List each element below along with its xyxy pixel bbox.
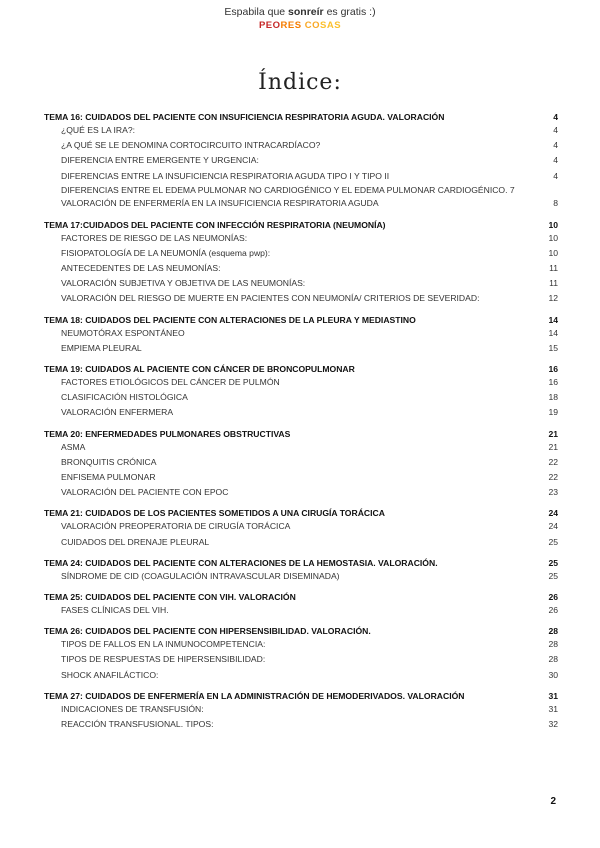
toc-entry-title: TIPOS DE RESPUESTAS DE HIPERSENSIBILIDAD: — [61, 654, 266, 665]
toc-entry-title: VALORACIÓN DEL PACIENTE CON EPOC — [61, 487, 229, 498]
toc-entry-title: SÍNDROME DE CID (COAGULACIÓN INTRAVASCULAR DISEMINADA) — [61, 570, 340, 581]
toc-entry-title: ¿QUÉ ES LA IRA?: — [61, 125, 136, 135]
toc-section — [44, 507, 558, 549]
toc-entry-page: 8 — [553, 198, 558, 209]
toc-entry[interactable] — [44, 123, 558, 138]
toc-entry-page: 28 — [548, 654, 558, 665]
toc-section-title: TEMA 25: CUIDADOS DEL PACIENTE CON VIH. VALORACIÓN — [44, 591, 296, 602]
toc-entry-title: DIFERENCIAS ENTRE LA INSUFICIENCIA RESPIRATORIA AGUDA TIPO I Y TIPO II — [61, 170, 390, 181]
toc-entry[interactable] — [44, 717, 558, 732]
toc-entry-page: 14 — [548, 327, 558, 338]
toc-section-title: TEMA 20: ENFERMEDADES PULMONARES OBSTRUCTIVAS — [44, 428, 291, 439]
toc-section-page: 28 — [548, 626, 558, 637]
toc-entry-page: 26 — [548, 604, 558, 615]
toc-entry[interactable] — [44, 702, 558, 717]
brand-letter: S — [334, 20, 342, 31]
brand-letter: C — [304, 20, 313, 31]
toc-entry[interactable] — [44, 405, 558, 420]
toc-entry-page: 4 — [553, 140, 558, 151]
toc-entry-page: 18 — [548, 392, 558, 403]
toc-section — [44, 557, 558, 584]
toc-section-heading[interactable] — [44, 111, 558, 123]
toc-section-page: 14 — [548, 314, 558, 325]
toc-entry-page: 32 — [548, 718, 558, 729]
toc-entry-page: 11 — [549, 278, 558, 289]
toc-entry[interactable] — [44, 196, 558, 211]
toc-section-title: TEMA 19: CUIDADOS AL PACIENTE CON CÁNCER DE BRONCOPULMONAR — [44, 363, 355, 374]
toc-entry-title: ANTECEDENTES DE LAS NEUMONÍAS: — [61, 262, 221, 273]
brand-letter: E — [287, 20, 295, 31]
toc-entry-title: CUIDADOS DEL DRENAJE PLEURAL — [61, 536, 210, 547]
toc-entry-page: 22 — [548, 471, 558, 482]
toc-entry-title: FISIOPATOLOGÍA DE LA NEUMONÍA (esquema pwp): — [61, 247, 271, 258]
toc-section — [44, 219, 558, 307]
toc-section-title: TEMA 26: CUIDADOS DEL PACIENTE CON HIPERSENSIBILIDAD. VALORACIÓN. — [44, 626, 371, 637]
brand-logo-text — [0, 19, 600, 32]
toc-section-page: 16 — [548, 363, 558, 374]
toc-entry-title: VALORACIÓN DEL RIESGO DE MUERTE EN PACIENTES CON NEUMONÍA/ CRITERIOS DE SEVERIDAD: — [61, 293, 480, 304]
toc-section-heading[interactable] — [44, 557, 558, 569]
toc-section-title: TEMA 24: CUIDADOS DEL PACIENTE CON ALTERACIONES DE LA HEMOSTASIA. VALORACIÓN. — [44, 557, 438, 568]
toc-entry-title: VALORACIÓN SUBJETIVA Y OBJETIVA DE LAS NEUMONÍAS: — [61, 278, 306, 289]
toc-entry-title: FACTORES DE RIESGO DE LAS NEUMONÍAS: — [61, 232, 248, 243]
toc-section — [44, 591, 558, 618]
toc-section — [44, 363, 558, 421]
toc-entry-page: 23 — [548, 487, 558, 498]
page-number: 2 — [550, 796, 556, 807]
toc-entry-page: 10 — [548, 232, 558, 243]
toc-entry[interactable] — [44, 184, 558, 197]
toc-entry-title: REACCIÓN TRANSFUSIONAL. TIPOS: — [61, 718, 214, 729]
toc-entry[interactable] — [44, 390, 558, 405]
toc-entry-page: 16 — [548, 376, 558, 387]
brand-letter: S — [319, 20, 327, 31]
toc-entry[interactable] — [44, 519, 558, 534]
toc-entry-title: FASES CLÍNICAS DEL VIH. — [61, 604, 169, 615]
toc-entry[interactable] — [44, 138, 558, 153]
toc-entry-title: DIFERENCIAS ENTRE EL EDEMA PULMONAR NO CARDIOGÉNICO Y EL EDEMA PULMONAR CARDIOGÉNICO. 7 — [61, 184, 515, 195]
toc-entry-page: 21 — [548, 441, 558, 452]
toc-entry[interactable] — [44, 668, 558, 683]
brand-letter: O — [272, 20, 281, 31]
brand-letter: S — [294, 20, 302, 31]
brand-letter: O — [312, 20, 320, 31]
toc-section — [44, 428, 558, 501]
toc-section — [44, 314, 558, 356]
toc-entry-title: ASMA — [61, 441, 86, 452]
toc-section-heading[interactable] — [44, 690, 558, 702]
toc-entry-title: BRONQUITIS CRÓNICA — [61, 456, 157, 467]
toc-entry-title: CLASIFICACIÓN HISTOLÓGICA — [61, 392, 188, 403]
toc-section-page: 10 — [548, 219, 558, 230]
toc-entry[interactable] — [44, 246, 558, 261]
toc-entry-title: FACTORES ETIOLÓGICOS DEL CÁNCER DE PULMÓN — [61, 376, 280, 387]
header-slogan — [0, 6, 600, 19]
toc-section-page: 21 — [548, 428, 558, 439]
toc-section-title: TEMA 18: CUIDADOS DEL PACIENTE CON ALTERACIONES DE LA PLEURA Y MEDIASTINO — [44, 314, 416, 325]
table-of-contents — [44, 111, 558, 739]
toc-entry-page: 4 — [553, 170, 558, 181]
toc-entry-title: EMPIEMA PLEURAL — [61, 342, 142, 353]
toc-entry-title: VALORACIÓN ENFERMERA — [61, 407, 174, 418]
toc-entry-title: VALORACIÓN DE ENFERMERÍA EN LA INSUFICIENCIA RESPIRATORIA AGUDA — [61, 198, 379, 209]
toc-entry-page: 24 — [548, 521, 558, 532]
toc-entry-title: ENFISEMA PULMONAR — [61, 471, 156, 482]
toc-entry[interactable] — [44, 535, 558, 550]
toc-entry[interactable] — [44, 375, 558, 390]
toc-section-page: 25 — [548, 557, 558, 568]
toc-section — [44, 690, 558, 732]
toc-entry-title: SHOCK ANAFILÁCTICO: — [61, 669, 159, 680]
toc-entry-page: 22 — [548, 456, 558, 467]
toc-entry-title: ¿A QUÉ SE LE DENOMINA CORTOCIRCUITO INTRACARDÍACO? — [61, 140, 321, 151]
toc-section-heading[interactable] — [44, 625, 558, 637]
toc-entry-page: 25 — [548, 570, 558, 581]
toc-entry[interactable] — [44, 231, 558, 246]
toc-entry-page: 10 — [548, 247, 558, 258]
toc-entry-title: DIFERENCIA ENTRE EMERGENTE Y URGENCIA: — [61, 155, 259, 166]
toc-section-title: TEMA 17:CUIDADOS DEL PACIENTE CON INFECCIÓN RESPIRATORIA (NEUMONÍA) — [44, 219, 386, 230]
slogan-pre: Espabila que — [224, 6, 289, 18]
toc-section-heading[interactable] — [44, 219, 558, 231]
toc-entry[interactable] — [44, 470, 558, 485]
toc-entry[interactable] — [44, 637, 558, 652]
toc-entry[interactable] — [44, 341, 558, 356]
toc-section-page: 31 — [548, 690, 558, 701]
toc-entry[interactable] — [44, 153, 558, 168]
toc-entry[interactable] — [44, 276, 558, 291]
toc-entry[interactable] — [44, 603, 558, 618]
index-title: Índice: — [258, 70, 342, 95]
toc-section — [44, 625, 558, 683]
toc-entry-title: VALORACIÓN PREOPERATORIA DE CIRUGÍA TORÁCICA — [61, 521, 291, 532]
toc-entry[interactable] — [44, 652, 558, 667]
brand-letter: A — [326, 20, 335, 31]
toc-section-heading[interactable] — [44, 428, 558, 440]
toc-entry-page: 19 — [548, 407, 558, 418]
toc-entry-page: 28 — [548, 639, 558, 650]
toc-section-page: 4 — [553, 112, 558, 122]
slogan-bold: sonreír — [288, 6, 324, 18]
toc-entry-page: 15 — [548, 342, 558, 353]
toc-entry-page: 30 — [548, 669, 558, 680]
toc-section-heading[interactable] — [44, 363, 558, 375]
toc-section-title: TEMA 16: CUIDADOS DEL PACIENTE CON INSUFICIENCIA RESPIRATORIA AGUDA. VALORACIÓN — [44, 112, 445, 122]
toc-section-page: 26 — [548, 591, 558, 602]
toc-entry-page: 25 — [548, 536, 558, 547]
toc-entry[interactable] — [44, 455, 558, 470]
toc-section-title: TEMA 21: CUIDADOS DE LOS PACIENTES SOMETIDOS A UNA CIRUGÍA TORÁCICA — [44, 508, 385, 519]
toc-entry[interactable] — [44, 291, 558, 306]
toc-entry-title: NEUMOTÓRAX ESPONTÁNEO — [61, 327, 185, 338]
toc-entry-title: TIPOS DE FALLOS EN LA INMUNOCOMPETENCIA: — [61, 639, 266, 650]
slogan-post: es gratis :) — [323, 6, 376, 18]
toc-section — [44, 111, 558, 212]
toc-entry[interactable] — [44, 326, 558, 341]
brand-letter: R — [280, 20, 288, 31]
toc-entry-page: 31 — [548, 703, 558, 714]
toc-entry[interactable] — [44, 485, 558, 500]
toc-section-heading[interactable] — [44, 507, 558, 519]
toc-entry-title: INDICACIONES DE TRANSFUSIÓN: — [61, 703, 204, 714]
toc-entry-page: 12 — [548, 293, 558, 304]
toc-section-title: TEMA 27: CUIDADOS DE ENFERMERÍA EN LA ADMINISTRACIÓN DE HEMODERIVADOS. VALORACIÓN — [44, 690, 465, 701]
toc-entry-page: 4 — [553, 155, 558, 166]
toc-section-heading[interactable] — [44, 314, 558, 326]
toc-entry[interactable] — [44, 169, 558, 184]
toc-entry[interactable] — [44, 440, 558, 455]
toc-entry[interactable] — [44, 569, 558, 584]
toc-entry-page: 11 — [549, 262, 558, 273]
toc-section-heading[interactable] — [44, 591, 558, 603]
brand-letter: E — [265, 20, 273, 31]
toc-section-page: 24 — [548, 508, 558, 519]
page-header — [0, 6, 600, 32]
toc-entry-page: 4 — [553, 125, 558, 135]
brand-letter: P — [258, 20, 266, 31]
toc-entry[interactable] — [44, 261, 558, 276]
